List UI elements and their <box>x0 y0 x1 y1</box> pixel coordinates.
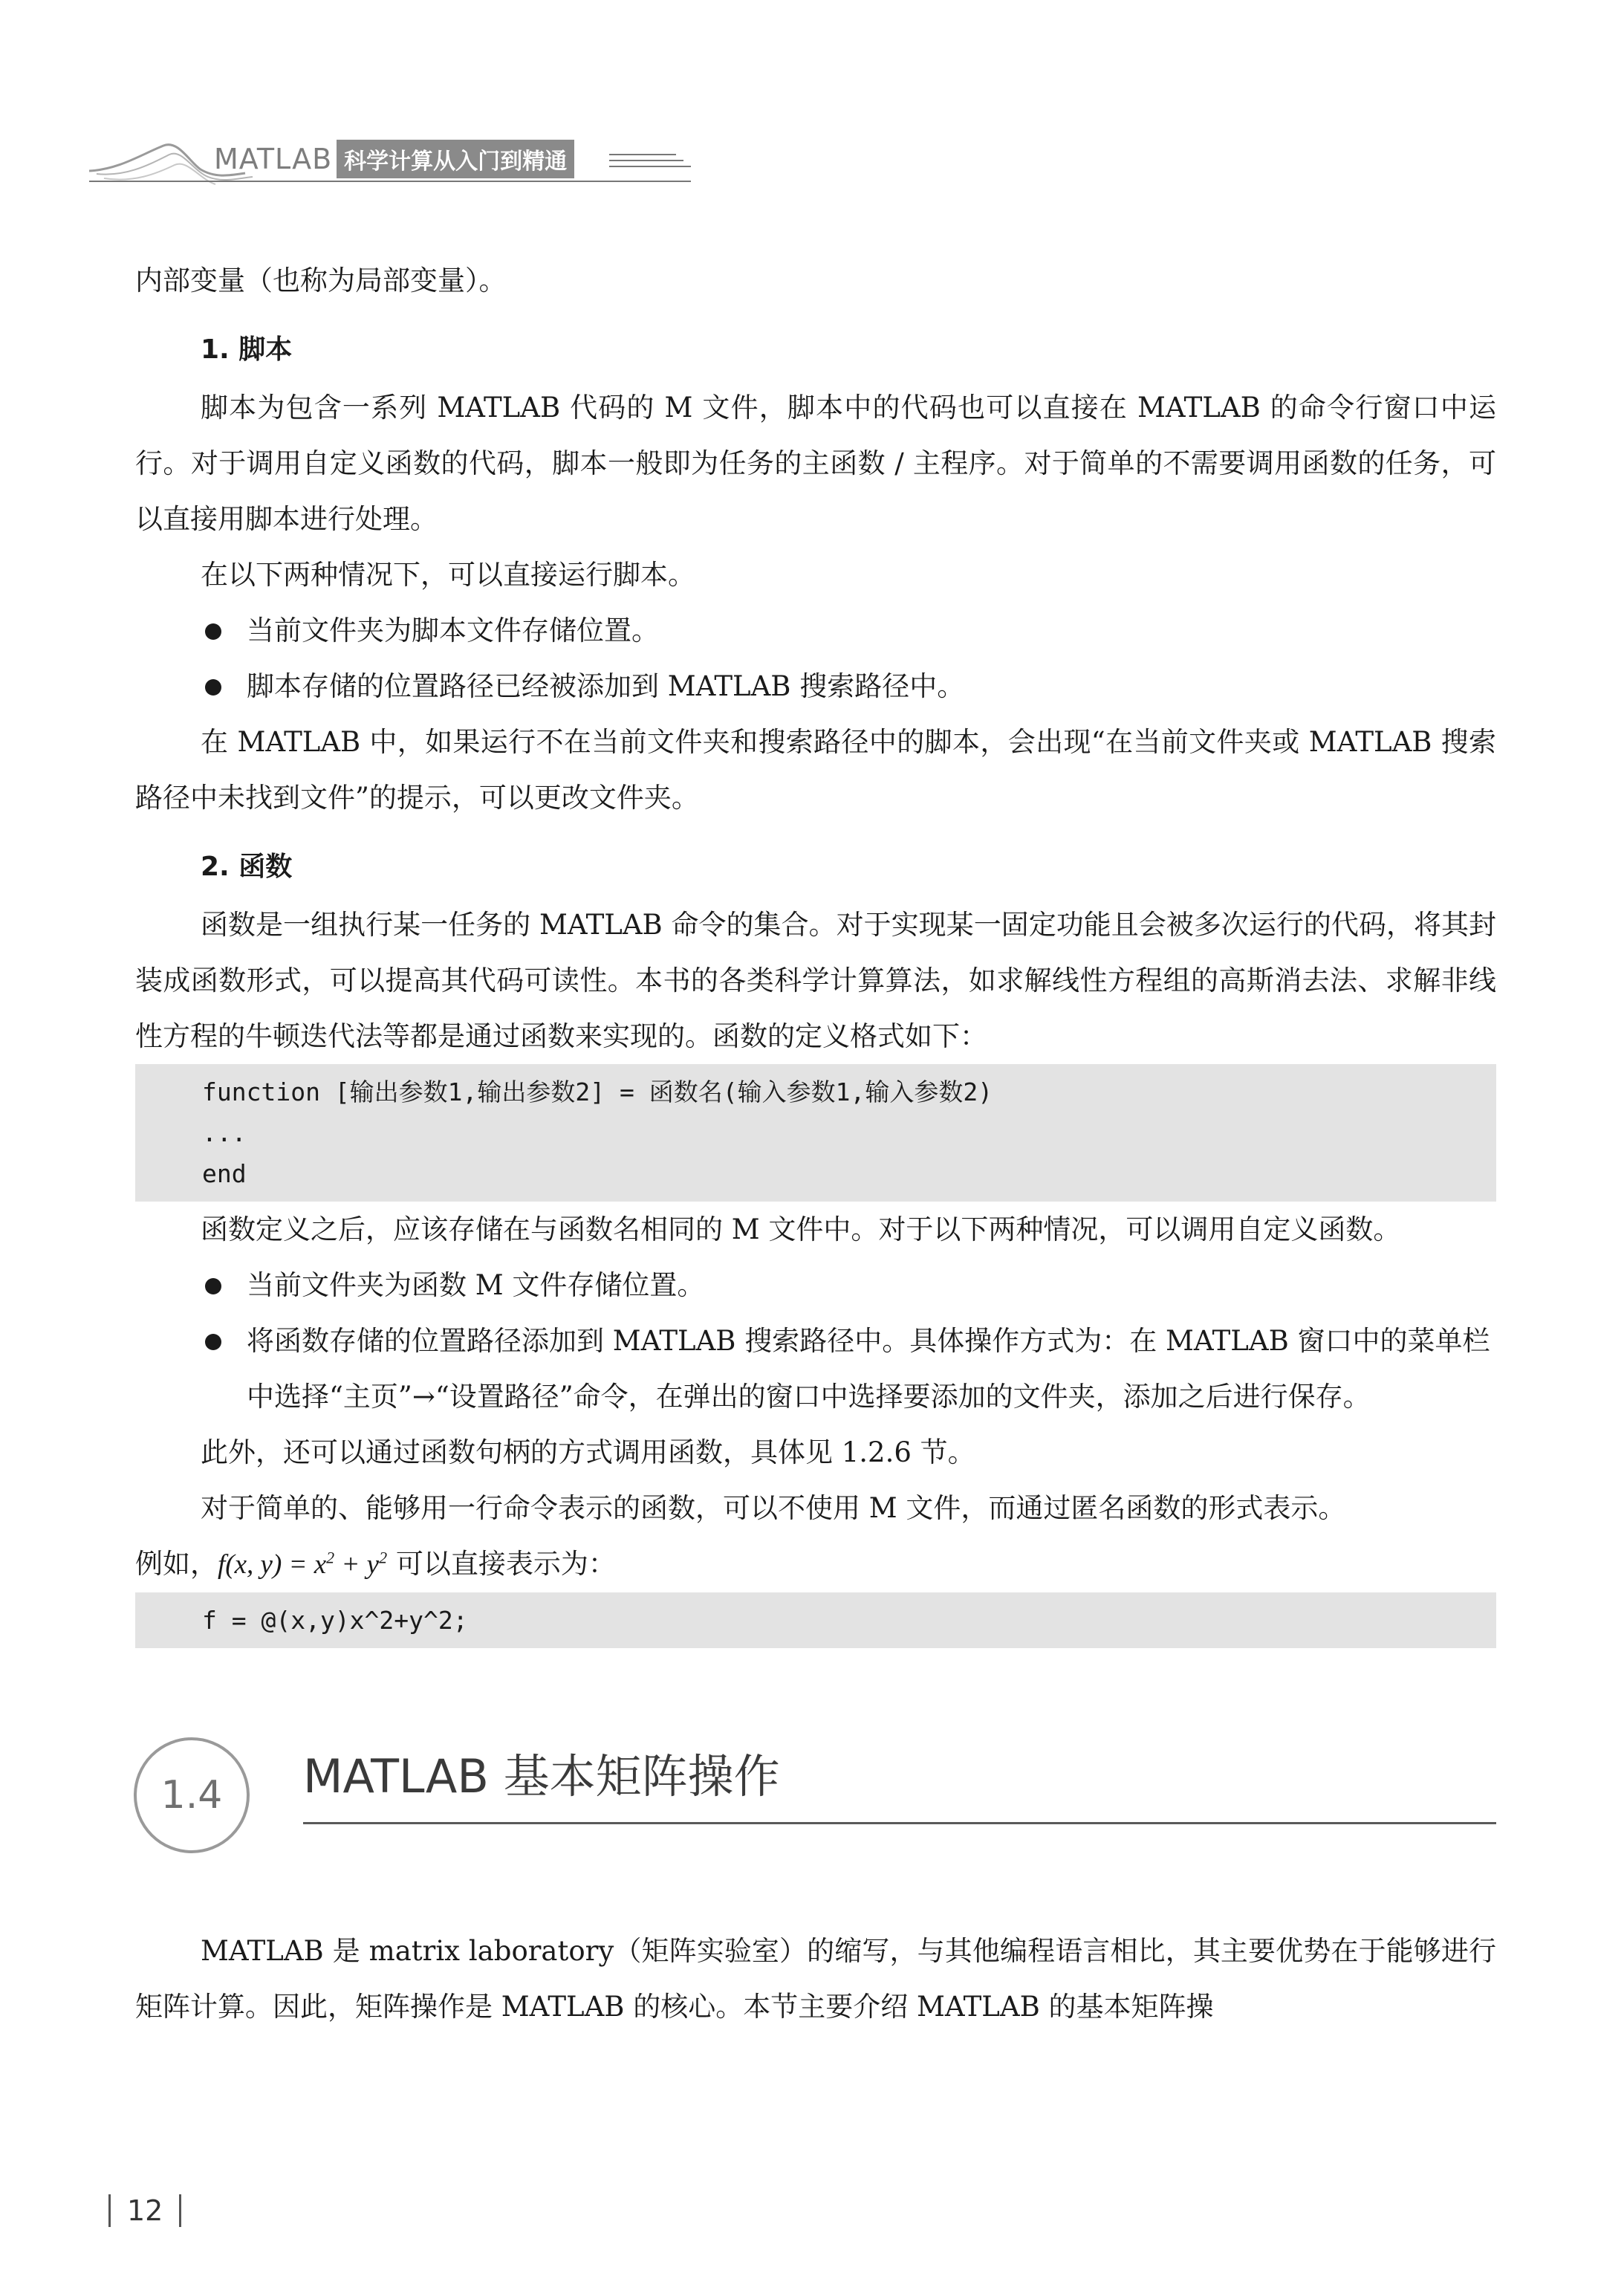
page-footer <box>92 2188 198 2233</box>
heading-script: 1. 脚本 <box>201 334 293 365</box>
paragraph-script-3: 在 MATLAB 中，如果运行不在当前文件夹和搜索路径中的脚本，会出现“在当前文件夹或 MATLAB 搜索路径中未找到文件”的提示，可以更改文件夹。 <box>135 726 1496 814</box>
header-subtitle: 科学计算从入门到精通 <box>337 140 574 178</box>
section-title: MATLAB 基本矩阵操作 <box>303 1749 780 1803</box>
section-heading <box>135 1730 1496 1923</box>
paragraph-function-5 <box>135 1536 1496 1592</box>
footer-bar-left <box>108 2194 111 2227</box>
bullet-item <box>135 603 1496 658</box>
heading-function: 2. 函数 <box>201 852 293 882</box>
math-formula <box>218 1549 387 1580</box>
page-body <box>135 253 1496 2035</box>
section-divider <box>303 1822 1496 1824</box>
paragraph-matrix: MATLAB 是 matrix laboratory（矩阵实验室）的缩写，与其他编程语言相比，其主要优势在于能够进行矩阵计算。因此，矩阵操作是 MATLAB 的核心。本节主要介绍 MATLAB 的基本矩阵操 <box>135 1935 1496 2023</box>
text-example-suffix: 可以直接表示为： <box>387 1548 616 1580</box>
section-number: 1.4 <box>134 1737 250 1853</box>
paragraph-script-1: 脚本为包含一系列 MATLAB 代码的 M 文件，脚本中的代码也可以直接在 MATLAB 的命令行窗口中运行。对于调用自定义函数的代码，脚本一般即为任务的主函数 / 主程序。对于简单的不需要调用函数的任务，可以直接用脚本进行处理。 <box>135 392 1496 535</box>
code-line: f = @(x,y)x^2+y^2; <box>202 1606 468 1635</box>
code-line: function [输出参数1,输出参数2] = 函数名(输入参数1,输入参数2) <box>202 1077 993 1106</box>
bullet-text: 将函数存储的位置路径添加到 MATLAB 搜索路径中。具体操作方式为：在 MATLAB 窗口中的菜单栏中选择“主页”→“设置路径”命令，在弹出的窗口中选择要添加的文件夹，添加之后进行保存。 <box>247 1325 1490 1413</box>
header-matlab-text: MATLAB <box>214 143 333 175</box>
page-number: 12 <box>127 2194 163 2227</box>
formula-f: f <box>218 1549 226 1580</box>
paragraph-script-2: 在以下两种情况下，可以直接运行脚本。 <box>201 559 695 591</box>
bullet-text: 脚本存储的位置路径已经被添加到 MATLAB 搜索路径中。 <box>247 670 965 702</box>
code-block-function <box>135 1064 1496 1202</box>
running-header <box>89 132 698 199</box>
paragraph-function-3: 此外，还可以通过函数句柄的方式调用函数，具体见 1.2.6 节。 <box>201 1436 975 1468</box>
bullet-item <box>135 658 1496 714</box>
bullet-dot-icon <box>205 623 221 640</box>
bullet-item <box>135 1257 1496 1313</box>
footer-bar-right <box>179 2194 181 2227</box>
formula-exponent: 2 <box>326 1548 335 1567</box>
formula-exponent: 2 <box>379 1548 388 1567</box>
bullet-text: 当前文件夹为脚本文件存储位置。 <box>247 615 659 646</box>
bullet-item <box>135 1313 1496 1424</box>
paragraph-intro: 内部变量（也称为局部变量）。 <box>135 265 507 296</box>
code-line: ... <box>202 1118 247 1147</box>
bullet-dot-icon <box>205 679 221 696</box>
formula-plus: + y <box>334 1549 380 1580</box>
formula-args: (x, y) = x <box>225 1549 327 1580</box>
paragraph-function-2: 函数定义之后，应该存储在与函数名相同的 M 文件中。对于以下两种情况，可以调用自定义函数。 <box>201 1213 1401 1245</box>
bullet-text: 当前文件夹为函数 M 文件存储位置。 <box>247 1269 705 1301</box>
text-example-prefix: 例如， <box>135 1548 218 1580</box>
bullet-dot-icon <box>205 1278 221 1294</box>
paragraph-function-4: 对于简单的、能够用一行命令表示的函数，可以不使用 M 文件，而通过匿名函数的形式表示。 <box>201 1492 1346 1524</box>
code-block-anonymous <box>135 1592 1496 1648</box>
code-line: end <box>202 1159 247 1188</box>
paragraph-function-1: 函数是一组执行某一任务的 MATLAB 命令的集合。对于实现某一固定功能且会被多次运行的代码，将其封装成函数形式，可以提高其代码可读性。本书的各类科学计算算法，如求解线性方程组的高斯消去法、求解非线性方程的牛顿迭代法等都是通过函数来实现的。函数的定义格式如下： <box>135 909 1496 1052</box>
bullet-dot-icon <box>205 1334 221 1350</box>
